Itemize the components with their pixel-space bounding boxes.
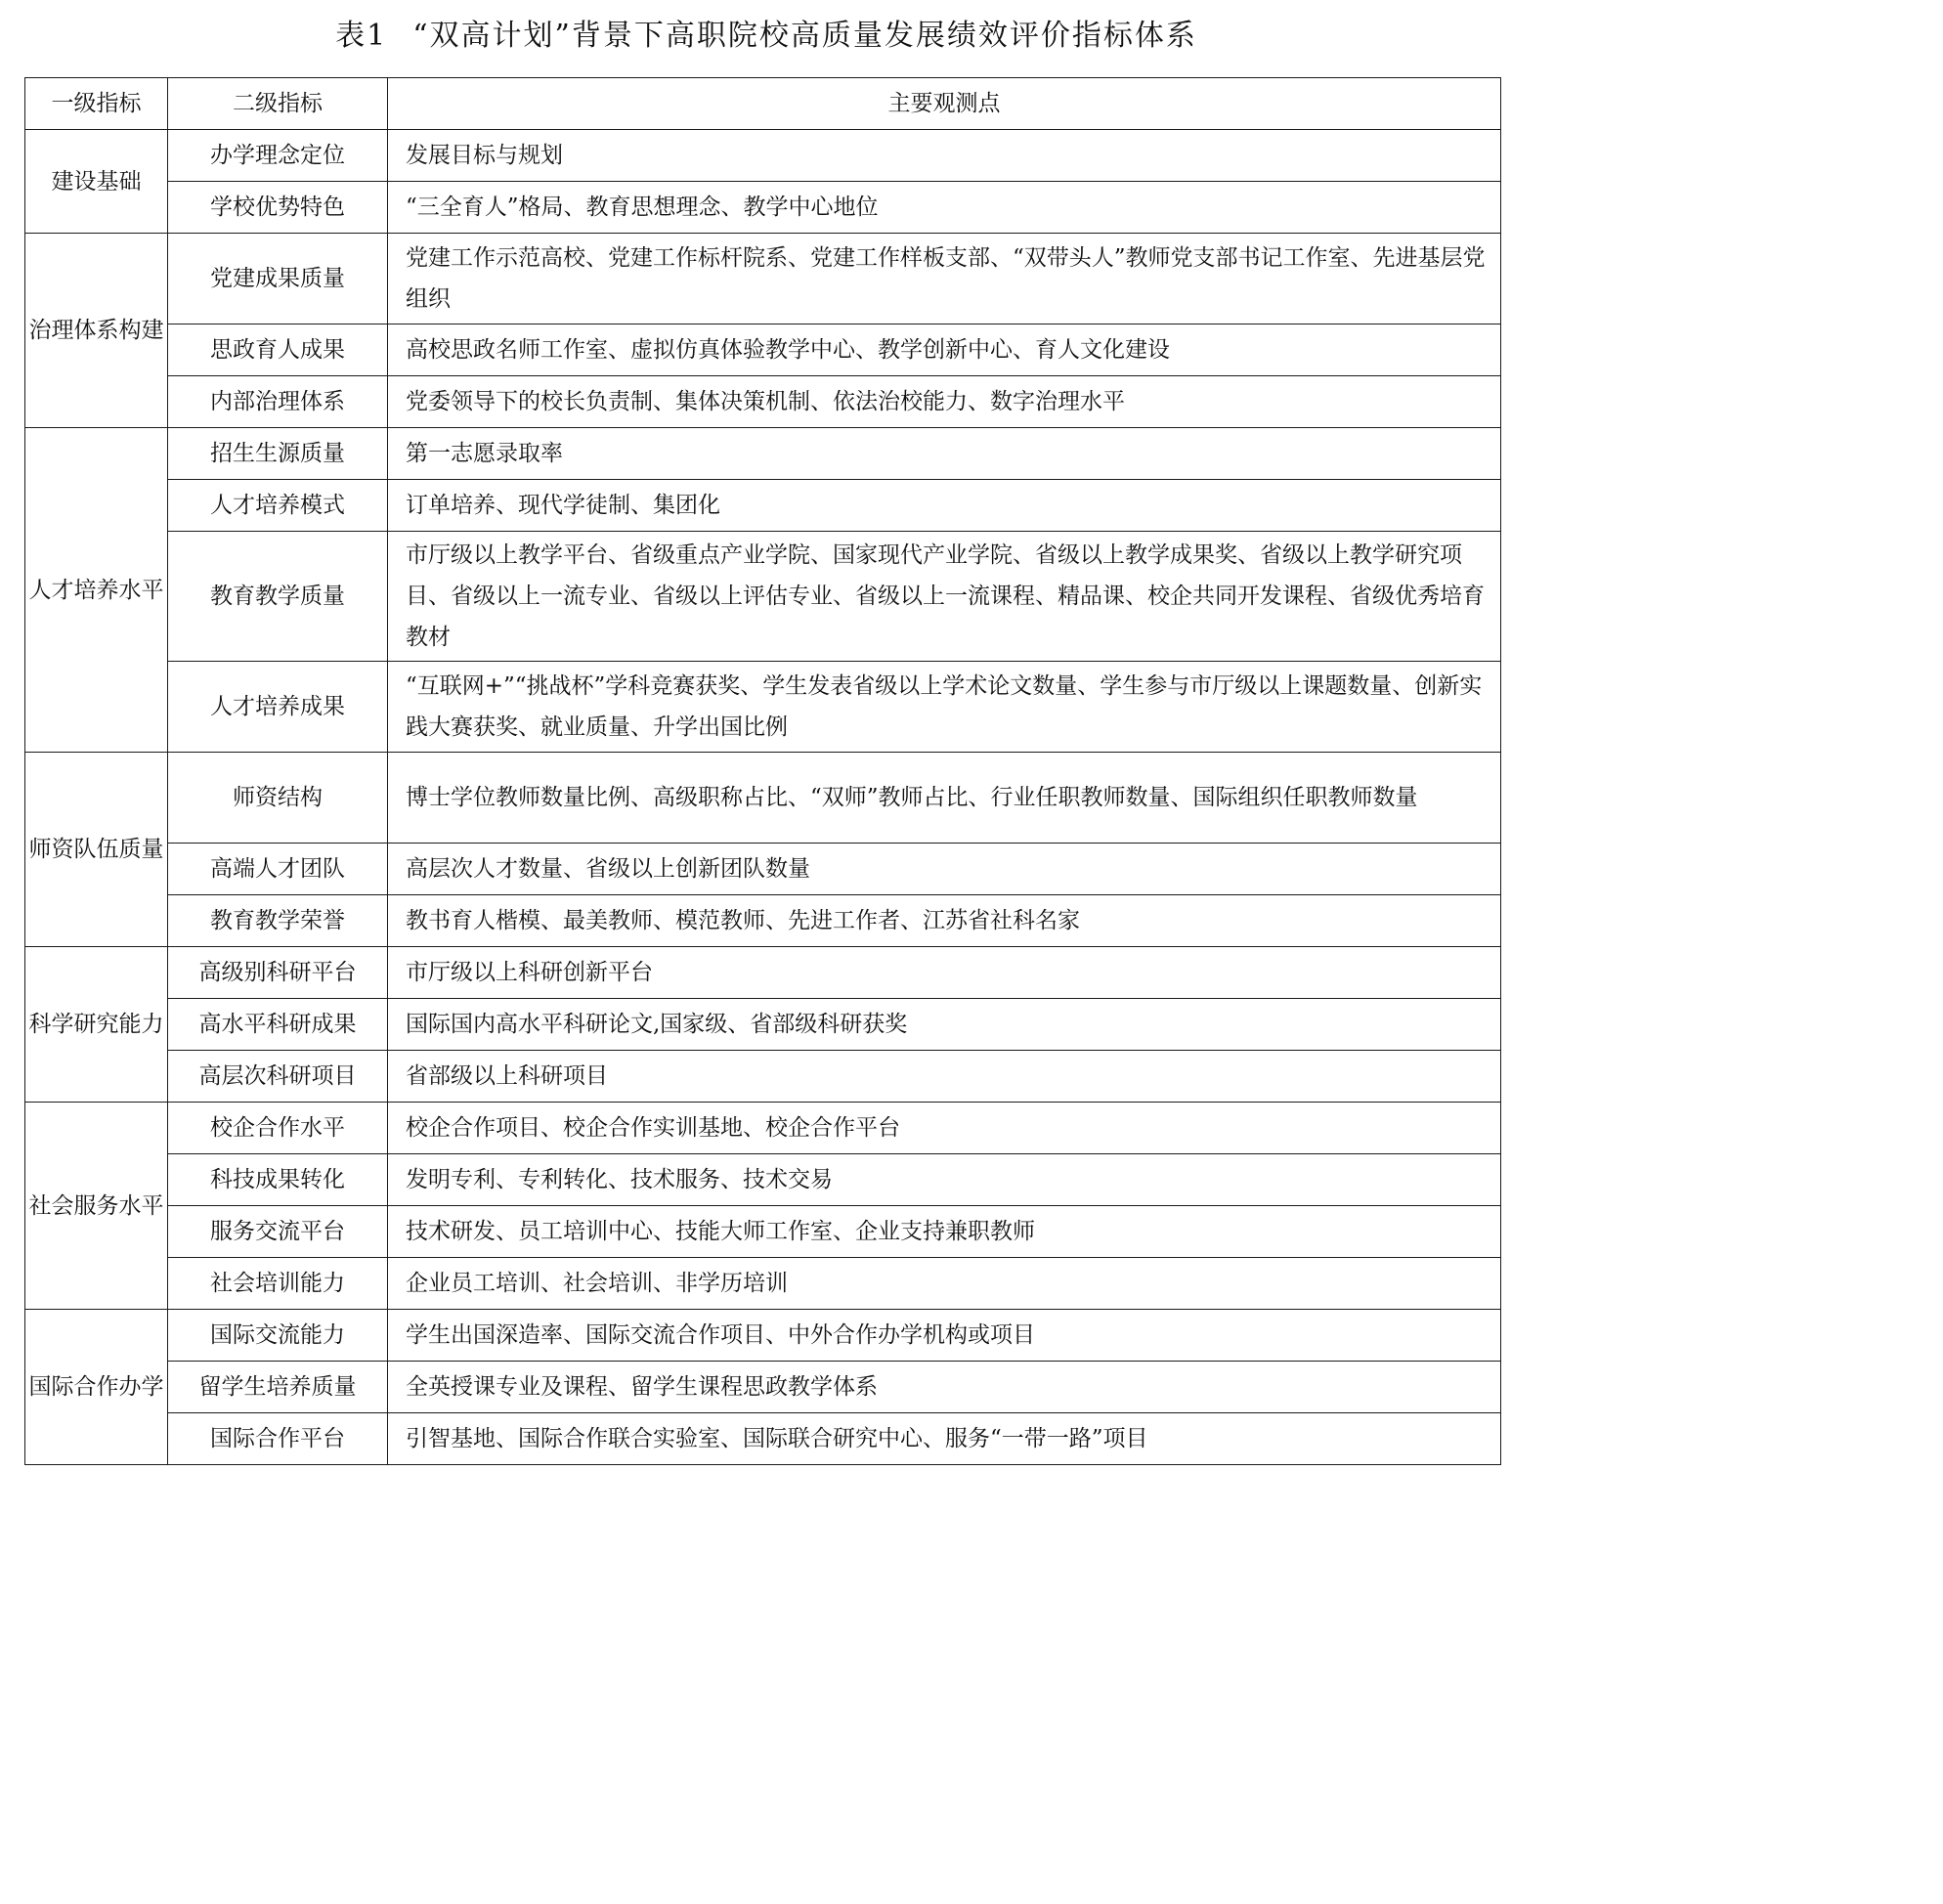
- level2-indicator: 高层次科研项目: [168, 1051, 388, 1103]
- level2-indicator: 国际合作平台: [168, 1413, 388, 1465]
- observation-points: 企业员工培训、社会培训、非学历培训: [388, 1258, 1501, 1310]
- table-row: [25, 1103, 1501, 1154]
- level1-indicator: 科学研究能力: [25, 947, 168, 1103]
- header-observation: 主要观测点: [388, 78, 1501, 130]
- level1-indicator: 国际合作办学: [25, 1310, 168, 1465]
- table-row: [25, 1206, 1501, 1258]
- observation-points: 教书育人楷模、最美教师、模范教师、先进工作者、江苏省社科名家: [388, 895, 1501, 947]
- table-row: [25, 844, 1501, 895]
- observation-points: “互联网+”“挑战杯”学科竞赛获奖、学生发表省级以上学术论文数量、学生参与市厅级以上课题数量、创新实践大赛获奖、就业质量、升学出国比例: [388, 662, 1501, 753]
- level2-indicator: 社会培训能力: [168, 1258, 388, 1310]
- observation-points: 第一志愿录取率: [388, 428, 1501, 480]
- observation-points: 市厅级以上教学平台、省级重点产业学院、国家现代产业学院、省级以上教学成果奖、省级以上教学研究项目、省级以上一流专业、省级以上评估专业、省级以上一流课程、精品课、校企共同开发课程、省级优秀培育教材: [388, 532, 1501, 662]
- table-row: [25, 325, 1501, 376]
- level2-indicator: 教育教学荣誉: [168, 895, 388, 947]
- level2-indicator: 人才培养成果: [168, 662, 388, 753]
- level1-indicator: 治理体系构建: [25, 234, 168, 428]
- table-row: [25, 947, 1501, 999]
- observation-points: 国际国内高水平科研论文,国家级、省部级科研获奖: [388, 999, 1501, 1051]
- header-row: [25, 78, 1501, 130]
- level1-indicator: 建设基础: [25, 130, 168, 234]
- level2-indicator: 人才培养模式: [168, 480, 388, 532]
- level2-indicator: 教育教学质量: [168, 532, 388, 662]
- level1-indicator: 人才培养水平: [25, 428, 168, 753]
- table-row: [25, 1362, 1501, 1413]
- table-row: [25, 753, 1501, 844]
- level2-indicator: 国际交流能力: [168, 1310, 388, 1362]
- level2-indicator: 师资结构: [168, 753, 388, 844]
- observation-points: “三全育人”格局、教育思想理念、教学中心地位: [388, 182, 1501, 234]
- table-row: [25, 1258, 1501, 1310]
- observation-points: 订单培养、现代学徒制、集团化: [388, 480, 1501, 532]
- table-row: [25, 234, 1501, 325]
- level2-indicator: 高水平科研成果: [168, 999, 388, 1051]
- observation-points: 省部级以上科研项目: [388, 1051, 1501, 1103]
- table-row: [25, 1051, 1501, 1103]
- observation-points: 博士学位教师数量比例、高级职称占比、“双师”教师占比、行业任职教师数量、国际组织任职教师数量: [388, 753, 1501, 844]
- table-row: [25, 532, 1501, 662]
- observation-points: 党建工作示范高校、党建工作标杆院系、党建工作样板支部、“双带头人”教师党支部书记工作室、先进基层党组织: [388, 234, 1501, 325]
- level2-indicator: 高端人才团队: [168, 844, 388, 895]
- observation-points: 全英授课专业及课程、留学生课程思政教学体系: [388, 1362, 1501, 1413]
- table-row: [25, 376, 1501, 428]
- level2-indicator: 高级别科研平台: [168, 947, 388, 999]
- level2-indicator: 服务交流平台: [168, 1206, 388, 1258]
- table-title: “双高计划”背景下高职院校高质量发展绩效评价指标体系: [412, 19, 1197, 53]
- level2-indicator: 科技成果转化: [168, 1154, 388, 1206]
- observation-points: 发明专利、专利转化、技术服务、技术交易: [388, 1154, 1501, 1206]
- observation-points: 发展目标与规划: [388, 130, 1501, 182]
- table-row: [25, 999, 1501, 1051]
- observation-points: 学生出国深造率、国际交流合作项目、中外合作办学机构或项目: [388, 1310, 1501, 1362]
- indicator-table: [24, 77, 1501, 1465]
- table-row: [25, 1154, 1501, 1206]
- observation-points: 高层次人才数量、省级以上创新团队数量: [388, 844, 1501, 895]
- level2-indicator: 思政育人成果: [168, 325, 388, 376]
- observation-points: 高校思政名师工作室、虚拟仿真体验教学中心、教学创新中心、育人文化建设: [388, 325, 1501, 376]
- table-row: [25, 662, 1501, 753]
- table-row: [25, 130, 1501, 182]
- table-row: [25, 480, 1501, 532]
- observation-points: 校企合作项目、校企合作实训基地、校企合作平台: [388, 1103, 1501, 1154]
- level1-indicator: 师资队伍质量: [25, 753, 168, 947]
- level1-indicator: 社会服务水平: [25, 1103, 168, 1310]
- level2-indicator: 招生生源质量: [168, 428, 388, 480]
- level2-indicator: 学校优势特色: [168, 182, 388, 234]
- table-row: [25, 1310, 1501, 1362]
- observation-points: 引智基地、国际合作联合实验室、国际联合研究中心、服务“一带一路”项目: [388, 1413, 1501, 1465]
- observation-points: 党委领导下的校长负责制、集体决策机制、依法治校能力、数字治理水平: [388, 376, 1501, 428]
- level2-indicator: 校企合作水平: [168, 1103, 388, 1154]
- observation-points: 技术研发、员工培训中心、技能大师工作室、企业支持兼职教师: [388, 1206, 1501, 1258]
- table-row: [25, 182, 1501, 234]
- table-caption: [0, 14, 1533, 59]
- level2-indicator: 党建成果质量: [168, 234, 388, 325]
- level2-indicator: 留学生培养质量: [168, 1362, 388, 1413]
- level2-indicator: 办学理念定位: [168, 130, 388, 182]
- header-level2: 二级指标: [168, 78, 388, 130]
- table-number: 表1: [335, 19, 388, 53]
- header-level1: 一级指标: [25, 78, 168, 130]
- table-row: [25, 895, 1501, 947]
- observation-points: 市厅级以上科研创新平台: [388, 947, 1501, 999]
- table-row: [25, 1413, 1501, 1465]
- level2-indicator: 内部治理体系: [168, 376, 388, 428]
- table-row: [25, 428, 1501, 480]
